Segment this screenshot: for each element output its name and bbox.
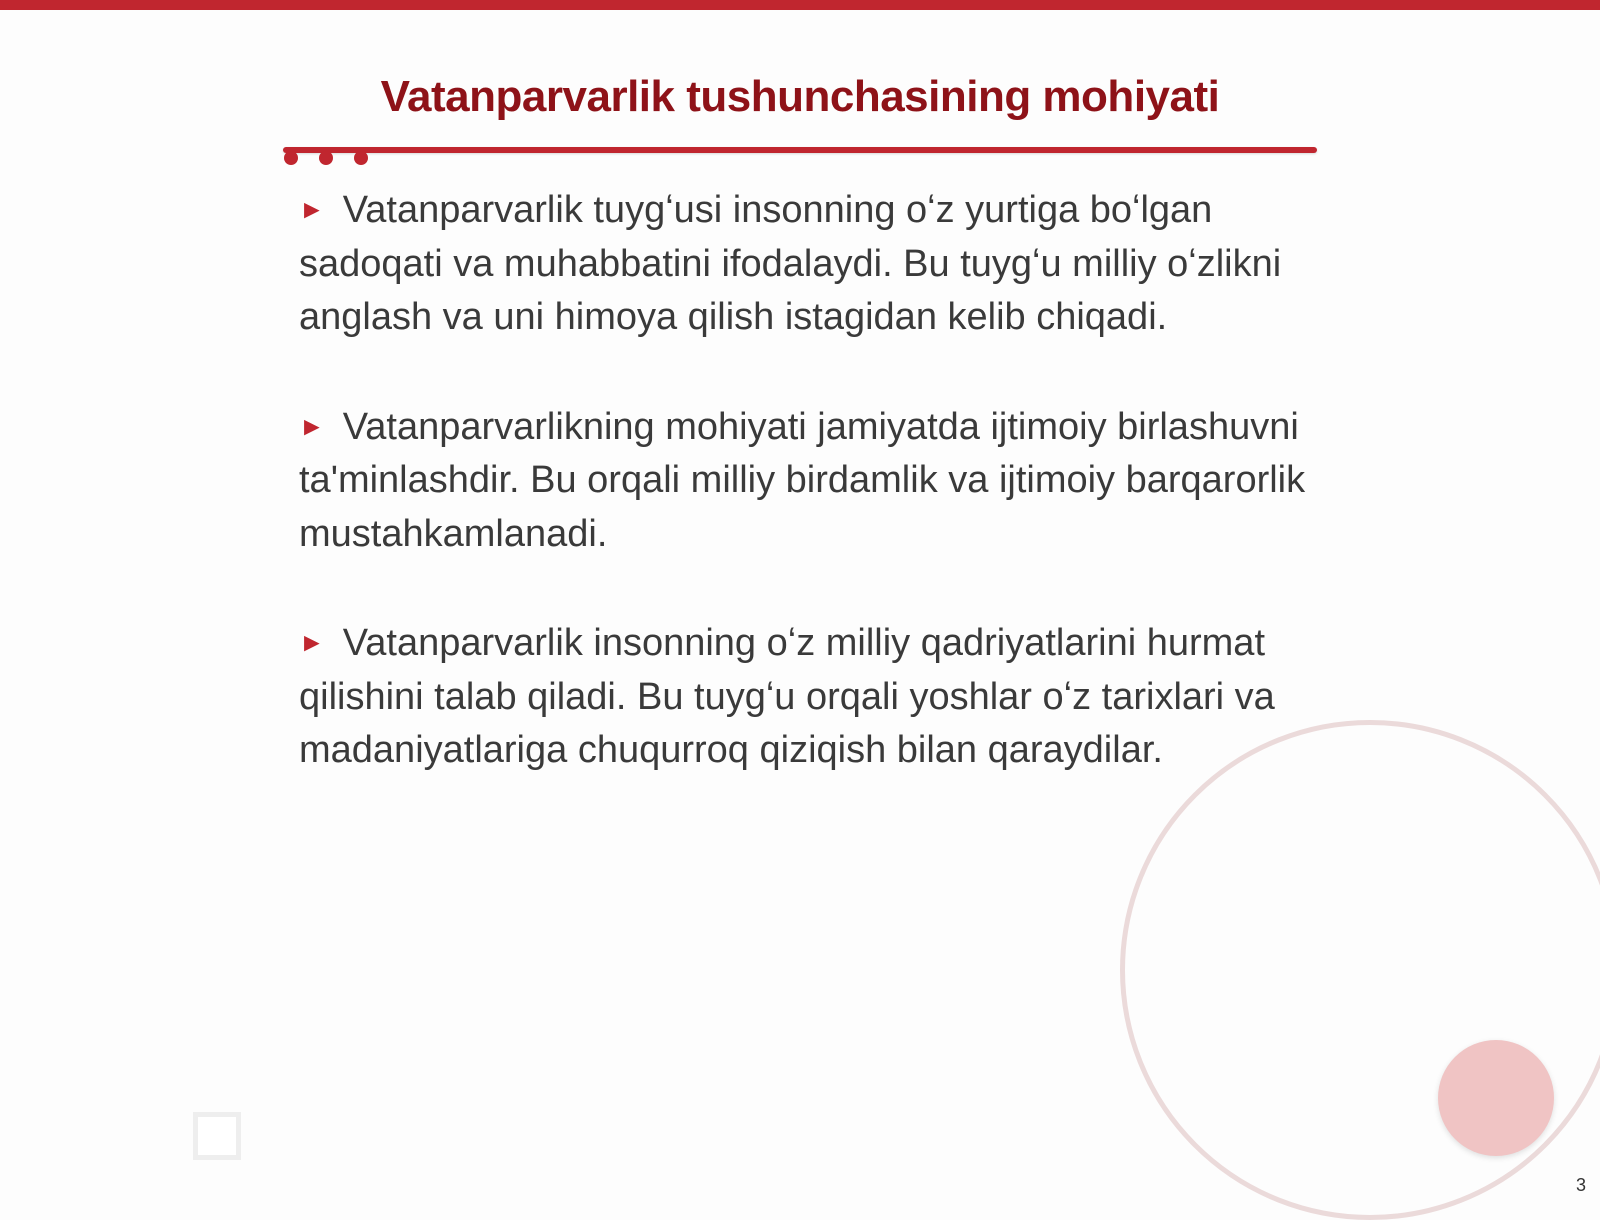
bullet-arrow-icon: ► [299, 627, 325, 657]
decor-circle [1438, 1040, 1554, 1156]
bullet-arrow-icon: ► [299, 194, 325, 224]
paragraph-text: Vatanparvarlikning mohiyati jamiyatda ijtimoiy birlashuvni ta'minlashdir. Bu orqali milliy birdamlik va ijtimoiy barqarorlik mustahkamlanadi. [299, 405, 1306, 555]
slide-body [299, 183, 1309, 833]
decor-dot [319, 151, 333, 165]
top-accent-bar [0, 0, 1600, 10]
decor-dot [284, 151, 298, 165]
decor-square [193, 1112, 241, 1160]
bullet-paragraph [299, 400, 1309, 562]
paragraph-text: Vatanparvarlik tuygʻusi insonning oʻz yurtiga boʻlgan sadoqati va muhabbatini ifodalaydi. Bu tuygʻu milliy oʻzlikni anglash va uni himoya qilish istagidan kelib chiqadi. [299, 189, 1282, 338]
bullet-arrow-icon: ► [299, 410, 325, 441]
decor-dot [354, 151, 368, 165]
bullet-paragraph [299, 616, 1309, 778]
bullet-paragraph [299, 183, 1309, 345]
page-number: 3 [1575, 1175, 1586, 1195]
title-underline [283, 147, 1317, 153]
slide-title: Vatanparvarlik tushunchasining mohiyati [380, 72, 1220, 121]
paragraph-text: Vatanparvarlik insonning oʻz milliy qadriyatlarini hurmat qilishini talab qiladi. Bu tuygʻu orqali yoshlar oʻz tarixlari va madaniyatlariga chuqurroq qiziqish bilan qaraydilar. [299, 622, 1275, 771]
